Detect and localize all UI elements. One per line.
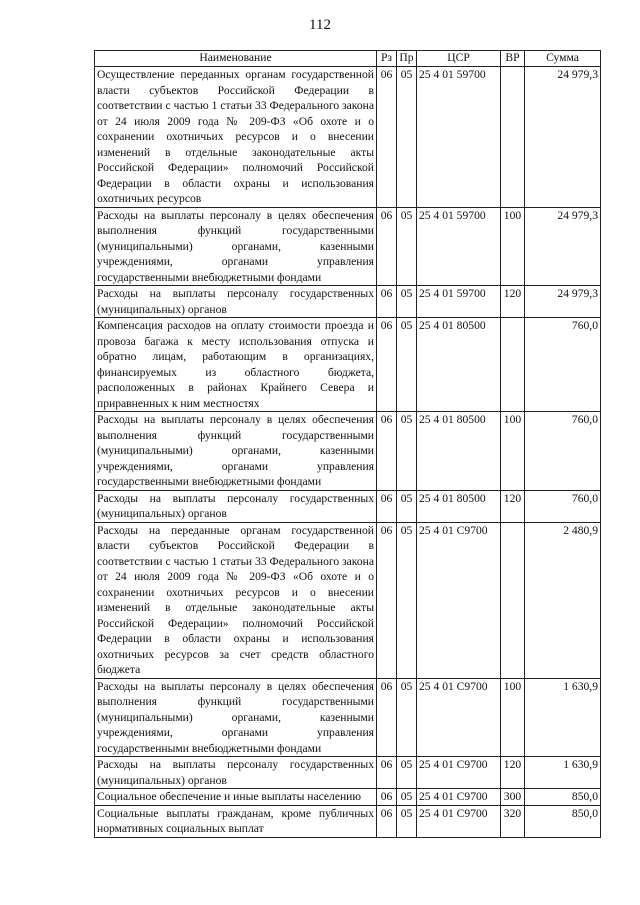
page-number: 112 bbox=[309, 17, 331, 33]
cell-name: Социальное обеспечение и иные выплаты населению bbox=[95, 789, 377, 806]
cell-name: Расходы на выплаты персоналу в целях обеспечения выполнения функций государственными (муниципальными) органами, казенными учреждениями, органами управления государственными внебюджетными фондами bbox=[95, 207, 377, 286]
cell-pr: 05 bbox=[397, 207, 417, 286]
cell-pr: 05 bbox=[397, 412, 417, 491]
cell-pr: 05 bbox=[397, 67, 417, 208]
cell-pr: 05 bbox=[397, 805, 417, 837]
table-row bbox=[95, 490, 601, 522]
cell-vr: 120 bbox=[501, 490, 525, 522]
cell-vr bbox=[501, 522, 525, 678]
header-name: Наименование bbox=[95, 51, 377, 67]
cell-vr: 320 bbox=[501, 805, 525, 837]
cell-name: Осуществление переданных органам государственной власти субъектов Российской Федерации в соответствии с частью 1 статьи 33 Федерального закона от 24 июля 2009 года № 209-ФЗ «Об охоте и о сохранении охотничьих ресурсов и о внесении изменений в отдельные законодательные акты Российской Федерации» полномочий Российской Федерации в области охраны и использования охотничьих ресурсов bbox=[95, 67, 377, 208]
cell-csr: 25 4 01 59700 bbox=[417, 286, 501, 318]
cell-rz: 06 bbox=[377, 67, 397, 208]
cell-rz: 06 bbox=[377, 805, 397, 837]
cell-sum: 760,0 bbox=[525, 412, 601, 491]
header-csr: ЦСР bbox=[417, 51, 501, 67]
table-row bbox=[95, 678, 601, 757]
cell-vr bbox=[501, 318, 525, 412]
cell-vr: 300 bbox=[501, 789, 525, 806]
table-row bbox=[95, 757, 601, 789]
table-header-row bbox=[95, 51, 601, 67]
header-rz: Рз bbox=[377, 51, 397, 67]
cell-name: Социальные выплаты гражданам, кроме публичных нормативных социальных выплат bbox=[95, 805, 377, 837]
cell-pr: 05 bbox=[397, 318, 417, 412]
table-row bbox=[95, 207, 601, 286]
cell-csr: 25 4 01 80500 bbox=[417, 412, 501, 491]
header-pr: Пр bbox=[397, 51, 417, 67]
cell-rz: 06 bbox=[377, 490, 397, 522]
cell-sum: 850,0 bbox=[525, 805, 601, 837]
cell-vr: 100 bbox=[501, 412, 525, 491]
cell-csr: 25 4 01 С9700 bbox=[417, 789, 501, 806]
cell-name: Расходы на выплаты персоналу в целях обеспечения выполнения функций государственными (муниципальными) органами, казенными учреждениями, органами управления государственными внебюджетными фондами bbox=[95, 412, 377, 491]
cell-csr: 25 4 01 С9700 bbox=[417, 678, 501, 757]
cell-vr: 100 bbox=[501, 678, 525, 757]
cell-sum: 1 630,9 bbox=[525, 757, 601, 789]
cell-rz: 06 bbox=[377, 789, 397, 806]
cell-csr: 25 4 01 59700 bbox=[417, 67, 501, 208]
cell-rz: 06 bbox=[377, 318, 397, 412]
table-row bbox=[95, 412, 601, 491]
cell-name: Компенсация расходов на оплату стоимости проезда и провоза багажа к месту использования отпуска и обратно лицам, работающим в организациях, финансируемых из областного бюджета, расположенных в районах Крайнего Севера и приравненных к ним местностях bbox=[95, 318, 377, 412]
cell-csr: 25 4 01 80500 bbox=[417, 318, 501, 412]
table-row bbox=[95, 286, 601, 318]
cell-pr: 05 bbox=[397, 490, 417, 522]
cell-sum: 24 979,3 bbox=[525, 286, 601, 318]
cell-vr: 100 bbox=[501, 207, 525, 286]
cell-rz: 06 bbox=[377, 757, 397, 789]
cell-rz: 06 bbox=[377, 412, 397, 491]
cell-csr: 25 4 01 С9700 bbox=[417, 805, 501, 837]
cell-sum: 24 979,3 bbox=[525, 67, 601, 208]
cell-csr: 25 4 01 С9700 bbox=[417, 757, 501, 789]
cell-pr: 05 bbox=[397, 757, 417, 789]
table-row bbox=[95, 522, 601, 678]
cell-sum: 850,0 bbox=[525, 789, 601, 806]
cell-csr: 25 4 01 С9700 bbox=[417, 522, 501, 678]
table-row bbox=[95, 67, 601, 208]
table-row bbox=[95, 789, 601, 806]
budget-table bbox=[94, 50, 601, 838]
cell-sum: 760,0 bbox=[525, 318, 601, 412]
cell-vr: 120 bbox=[501, 757, 525, 789]
cell-pr: 05 bbox=[397, 286, 417, 318]
cell-rz: 06 bbox=[377, 286, 397, 318]
cell-rz: 06 bbox=[377, 522, 397, 678]
cell-name: Расходы на выплаты персоналу в целях обеспечения выполнения функций государственными (муниципальными) органами, казенными учреждениями, органами управления государственными внебюджетными фондами bbox=[95, 678, 377, 757]
cell-sum: 1 630,9 bbox=[525, 678, 601, 757]
header-vr: ВР bbox=[501, 51, 525, 67]
cell-vr bbox=[501, 67, 525, 208]
cell-csr: 25 4 01 80500 bbox=[417, 490, 501, 522]
cell-sum: 24 979,3 bbox=[525, 207, 601, 286]
header-sum: Сумма bbox=[525, 51, 601, 67]
cell-name: Расходы на выплаты персоналу государственных (муниципальных) органов bbox=[95, 286, 377, 318]
cell-name: Расходы на выплаты персоналу государственных (муниципальных) органов bbox=[95, 757, 377, 789]
cell-pr: 05 bbox=[397, 678, 417, 757]
cell-sum: 2 480,9 bbox=[525, 522, 601, 678]
cell-csr: 25 4 01 59700 bbox=[417, 207, 501, 286]
cell-vr: 120 bbox=[501, 286, 525, 318]
table-row bbox=[95, 318, 601, 412]
table-row bbox=[95, 805, 601, 837]
cell-rz: 06 bbox=[377, 207, 397, 286]
cell-pr: 05 bbox=[397, 522, 417, 678]
cell-pr: 05 bbox=[397, 789, 417, 806]
cell-rz: 06 bbox=[377, 678, 397, 757]
cell-name: Расходы на выплаты персоналу государственных (муниципальных) органов bbox=[95, 490, 377, 522]
cell-sum: 760,0 bbox=[525, 490, 601, 522]
cell-name: Расходы на переданные органам государственной власти субъектов Российской Федерации в соответствии с частью 1 статьи 33 Федерального закона от 24 июля 2009 года № 209-ФЗ «Об охоте и о сохранении охотничьих ресурсов и о внесении изменений в отдельные законодательные акты Российской Федерации» полномочий Российской Федерации в области охраны и использования охотничьих ресурсов за счет средств областного бюджета bbox=[95, 522, 377, 678]
